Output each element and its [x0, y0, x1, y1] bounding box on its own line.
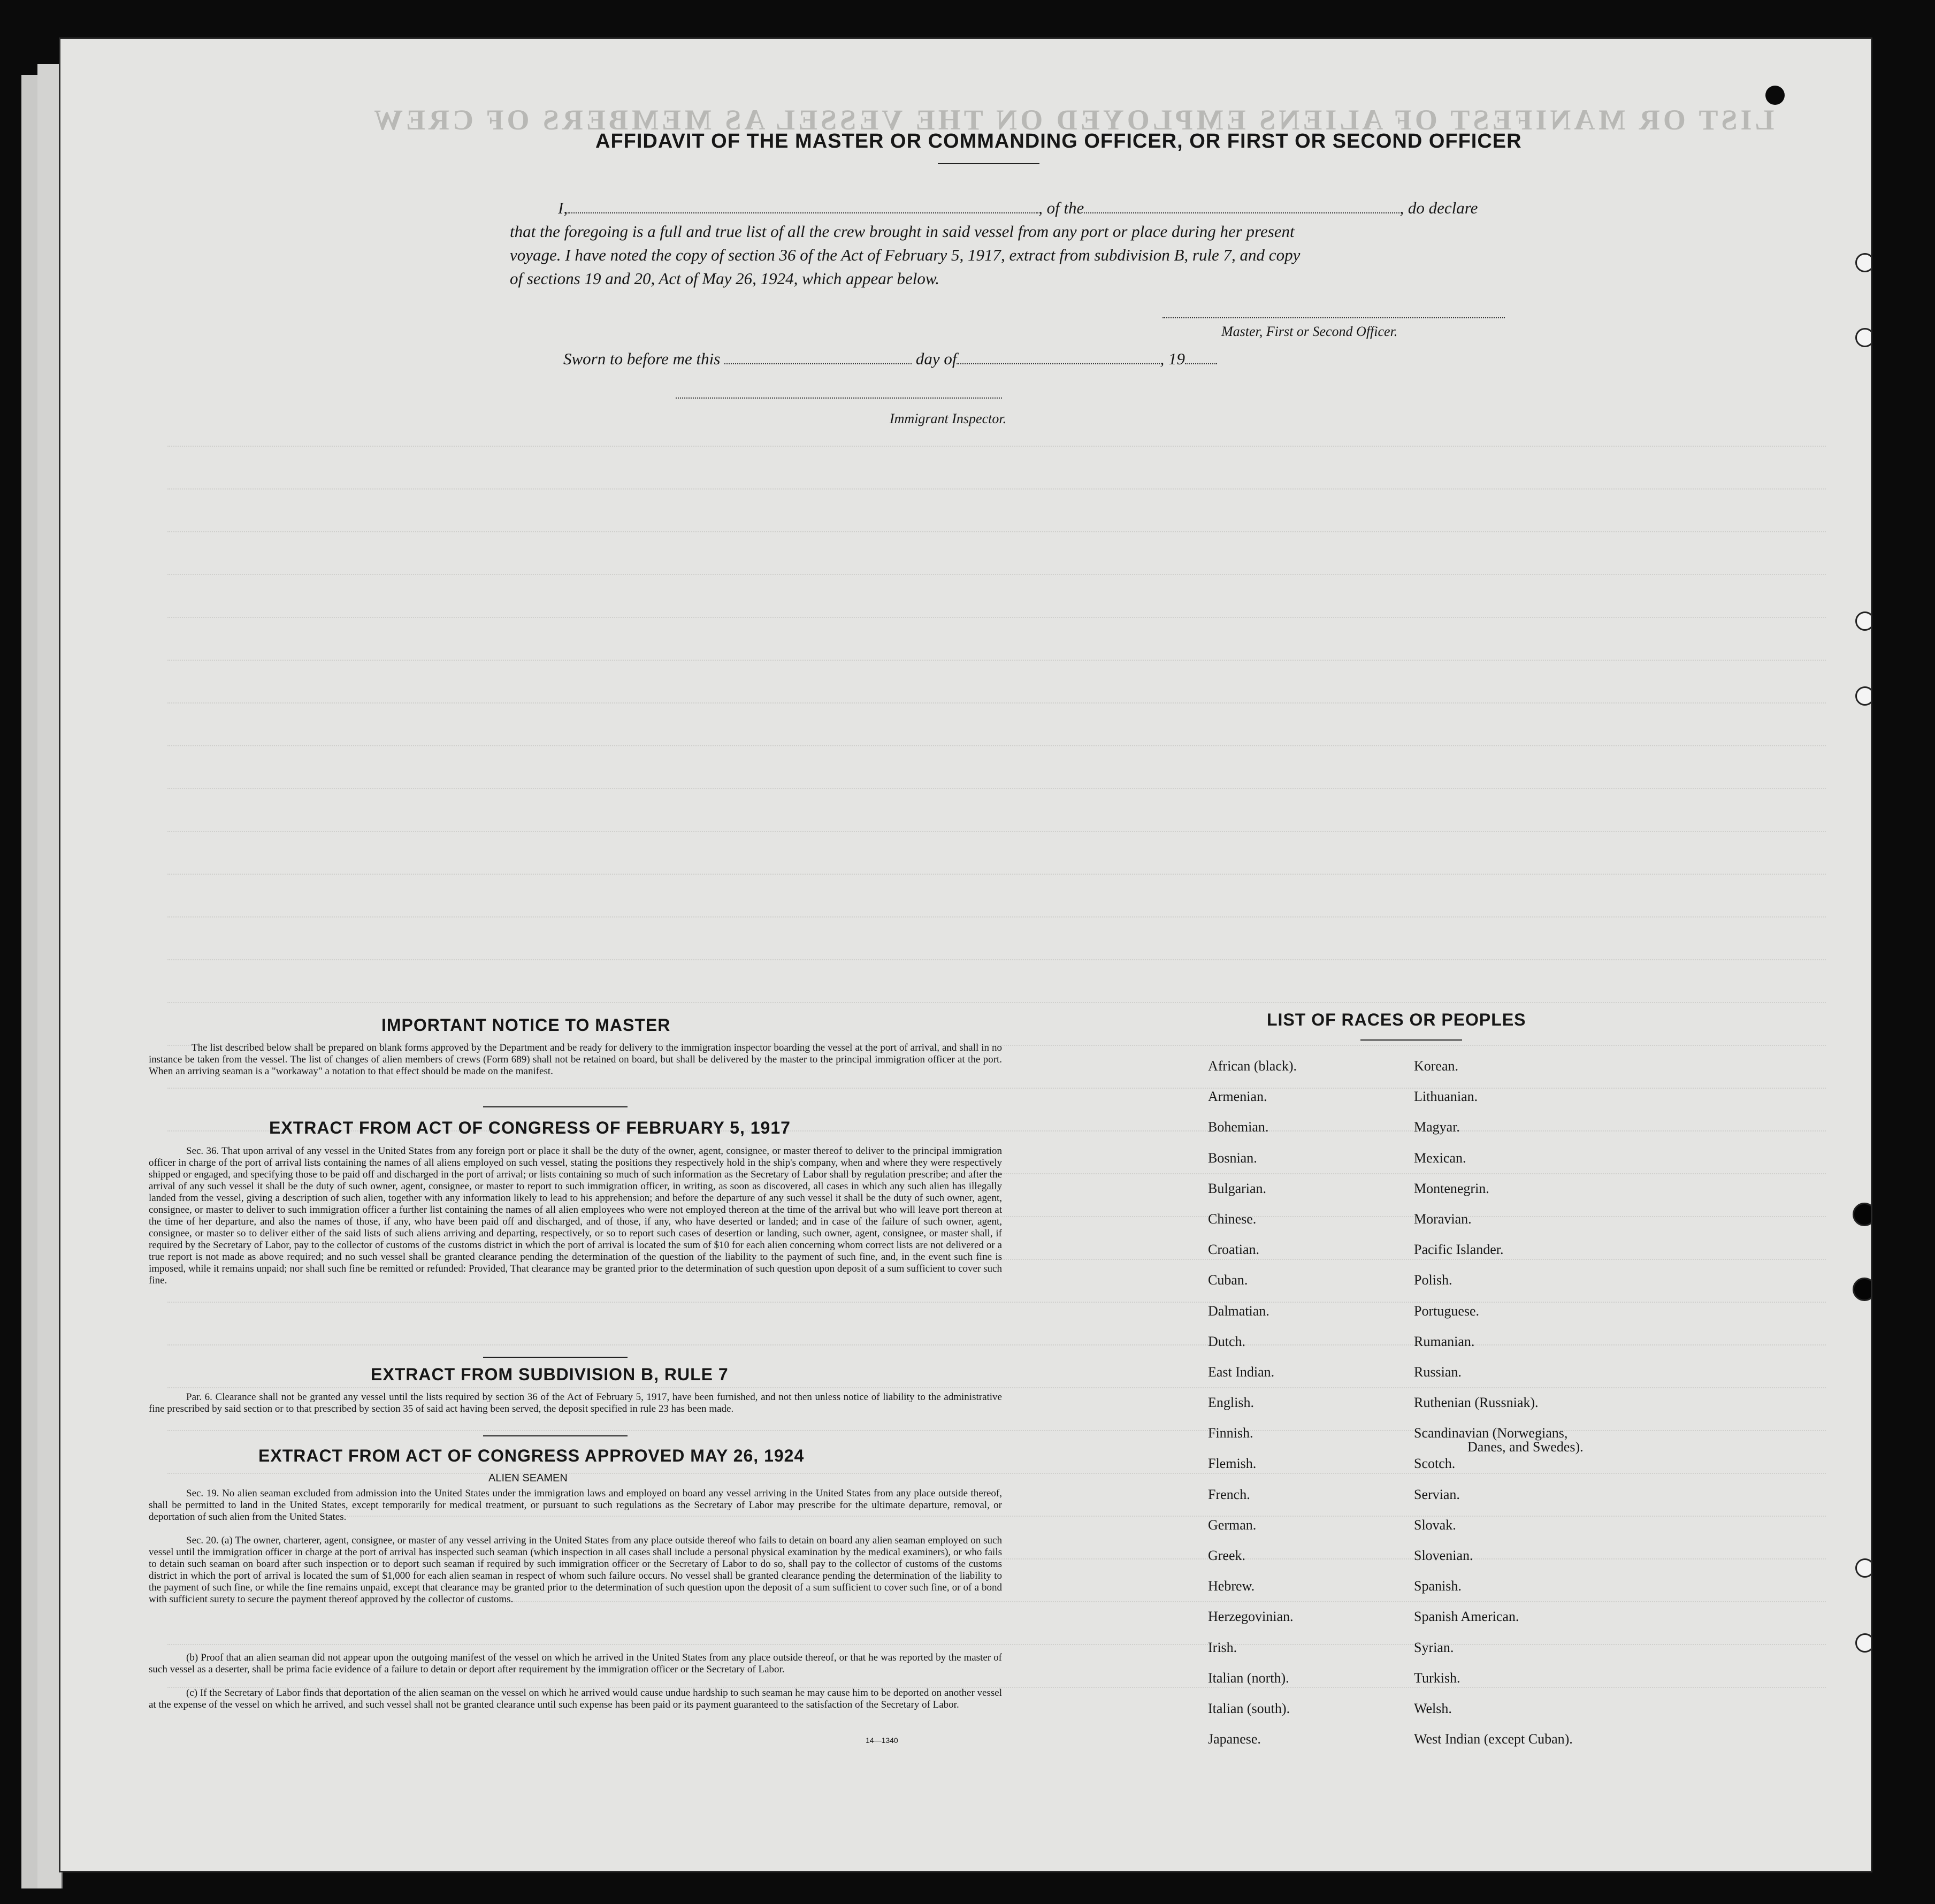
race-item: Armenian.	[1208, 1089, 1267, 1105]
extract-1924-title: EXTRACT FROM ACT OF CONGRESS APPROVED MAY 26, 1924	[258, 1446, 805, 1465]
bleed-through-row	[167, 595, 1826, 618]
race-item: Polish.	[1414, 1272, 1452, 1288]
punch-hole-icon	[1855, 1633, 1872, 1653]
race-item: Dutch.	[1208, 1333, 1246, 1349]
bleed-through-row	[167, 424, 1826, 447]
extract-rule7-title: EXTRACT FROM SUBDIVISION B, RULE 7	[371, 1365, 729, 1384]
race-item: Montenegrin.	[1414, 1180, 1489, 1196]
races-column-1	[1208, 1058, 1297, 1762]
race-item: Hebrew.	[1208, 1578, 1255, 1594]
race-item: Finnish.	[1208, 1425, 1253, 1441]
inspector-signature-field[interactable]	[676, 397, 1002, 399]
race-item: Pacific Islander.	[1414, 1242, 1504, 1258]
race-item: Italian (south).	[1208, 1700, 1290, 1716]
race-item: Syrian.	[1414, 1639, 1454, 1655]
section-divider	[483, 1106, 628, 1107]
sworn-line	[563, 349, 1217, 369]
race-item: Mexican.	[1414, 1150, 1466, 1166]
race-item: English.	[1208, 1395, 1254, 1411]
punch-hole-icon	[1855, 686, 1872, 706]
race-item: French.	[1208, 1486, 1250, 1502]
section-divider	[483, 1435, 628, 1436]
affidavit-title: AFFIDAVIT OF THE MASTER OR COMMANDING OFFICER, OR FIRST OR SECOND OFFICER	[595, 130, 1522, 152]
sworn-month-field[interactable]	[957, 363, 1160, 364]
race-item: West Indian (except Cuban).	[1414, 1731, 1573, 1747]
race-item: Herzegovinian.	[1208, 1609, 1294, 1625]
race-item: Spanish American.	[1414, 1609, 1519, 1625]
manifest-back-page	[59, 37, 1872, 1872]
form-number: 14—1340	[866, 1736, 898, 1745]
bleed-through-row	[167, 553, 1826, 575]
affidavit-text-line-4: of sections 19 and 20, Act of May 26, 1924, which appear below.	[510, 269, 940, 288]
bleed-through-row	[167, 981, 1826, 1003]
race-item-scandinavian: Scandinavian (Norwegians,	[1414, 1425, 1568, 1441]
races-title: LIST OF RACES OR PEOPLES	[1267, 1010, 1526, 1029]
bleed-through-row	[167, 1623, 1826, 1645]
extract-1917-title: EXTRACT FROM ACT OF CONGRESS OF FEBRUARY 5, 1917	[269, 1118, 791, 1137]
sworn-year-field[interactable]	[1185, 363, 1217, 364]
race-item: Chinese.	[1208, 1211, 1257, 1227]
punch-hole-icon	[1855, 611, 1872, 631]
race-item: African (black).	[1208, 1058, 1297, 1074]
race-item: Ruthenian (Russniak).	[1414, 1395, 1539, 1411]
underlying-page-edge	[37, 64, 62, 1888]
race-item: German.	[1208, 1517, 1257, 1533]
race-item: Croatian.	[1208, 1242, 1260, 1258]
declaration-i: I,	[558, 198, 568, 217]
extract-rule7-text: Par. 6. Clearance shall not be granted any vessel until the lists required by section 36 of the Act of February 5, 1917, have been furnished, and not then unless notice of liability to the administrative fine prescribed by said section or to that prescribed by section 35 of said act having been served, the deposit specified in rule 23 has been made.	[149, 1391, 1002, 1414]
race-item: Bohemian.	[1208, 1119, 1269, 1135]
races-title-underline	[1360, 1039, 1462, 1041]
bleed-through-row	[167, 852, 1826, 875]
race-item: Servian.	[1414, 1486, 1460, 1502]
extract-1924-subtitle: ALIEN SEAMEN	[488, 1472, 568, 1484]
section-divider	[483, 1357, 628, 1358]
race-item: Magyar.	[1414, 1119, 1460, 1135]
race-item: Bosnian.	[1208, 1150, 1257, 1166]
race-item: Russian.	[1414, 1364, 1462, 1380]
bleed-through-row	[167, 681, 1826, 704]
extract-1924-sec20a: Sec. 20. (a) The owner, charterer, agent, consignee, or master of any vessel arriving in the United States from any place outside thereof who fails to detain on board any alien seaman employed on such vessel until the immigration officer in charge at the port of arrival has inspected such seaman (which inspection in all cases shall include a personal physical examination by the medical examiners), or who fails to detain such seaman on board after such inspection or to deport such seaman if required by such immigration officer or the Secretary of Labor to do so, shall pay to the collector of customs of the customs district in which the port of arrival is located the sum of $1,000 for each alien seaman in respect of whom such failure occurs. No vessel shall be granted clearance pending the determination of the liability to the payment of such fine, or while the fine remains unpaid, except that clearance may be granted prior to the determination of such question upon the deposit of a sum sufficient to cover such fine, or of a bond with sufficient surety to secure the payment thereof approved by the collector of customs.	[149, 1535, 1002, 1605]
bleed-through-row	[167, 1323, 1826, 1345]
punch-hole-icon	[1853, 1203, 1872, 1226]
master-caption: Master, First or Second Officer.	[1221, 324, 1398, 339]
sworn-day-field[interactable]	[724, 363, 912, 364]
day-of-text: day of	[915, 349, 957, 368]
race-item: Rumanian.	[1414, 1333, 1475, 1349]
extract-1924-sec20b: (b) Proof that an alien seaman did not appear upon the outgoing manifest of the vessel on which he arrived in the United States from any place outside thereof, or that he was reported by the master of such vessel as a deserter, shall be prima facie evidence of a failure to detain or deport after requirement by the immigration officer or the Secretary of Labor.	[149, 1652, 1002, 1675]
sworn-text: Sworn to before me this	[563, 349, 721, 368]
declaration-of-the: , of the	[1038, 198, 1084, 217]
extract-1924-sec19: Sec. 19. No alien seaman excluded from admission into the United States under the immigration laws and employed on board any vessel arriving in the United States from any place outside thereof, shall be permitted to land in the United States, except temporarily for medical treatment, or pursuant to such regulations as the Secretary of Labor may prescribe for the ultimate departure, removal, or deportation of such alien from the United States.	[149, 1488, 1002, 1523]
bleed-through-row	[167, 467, 1826, 490]
inspector-caption: Immigrant Inspector.	[890, 411, 1007, 426]
race-item: Turkish.	[1414, 1670, 1460, 1686]
race-item: Italian (north).	[1208, 1670, 1289, 1686]
race-item: Irish.	[1208, 1639, 1237, 1655]
race-item: Slovenian.	[1414, 1548, 1473, 1563]
bleed-through-row	[167, 510, 1826, 532]
affidavit-text-line-3: voyage. I have noted the copy of section 36 of the Act of February 5, 1917, extract from subdivision B, rule 7, and copy	[510, 246, 1301, 264]
officer-name-field[interactable]	[568, 212, 1038, 213]
race-item: Japanese.	[1208, 1731, 1261, 1747]
race-item: Cuban.	[1208, 1272, 1248, 1288]
race-item: Dalmatian.	[1208, 1303, 1269, 1319]
race-item: Spanish.	[1414, 1578, 1462, 1594]
punch-hole-icon	[1855, 253, 1872, 272]
bleed-through-row	[167, 895, 1826, 917]
bleed-through-row	[167, 724, 1826, 746]
punch-hole-icon	[1855, 1558, 1872, 1578]
race-item: Flemish.	[1208, 1456, 1257, 1472]
notice-text: The list described below shall be prepared on blank forms approved by the Department and be ready for delivery to the immigration inspector boarding the vessel at the port of arrival, and shall in no instance be taken from the vessel. The list of changes of alien members of crews (Form 689) shall not be retained on board, but shall be delivered by the master to the principal immigration officer at the port. When an arriving seaman is a "workaway" a notation to that effect should be made on the manifest.	[149, 1042, 1002, 1077]
race-item: Moravian.	[1414, 1211, 1472, 1227]
race-item: Welsh.	[1414, 1700, 1452, 1716]
affidavit-text-line-2: that the foregoing is a full and true list of all the crew brought in said vessel from any port or place during her present	[510, 222, 1295, 241]
extract-1917-text: Sec. 36. That upon arrival of any vessel in the United States from any foreign port or place it shall be the duty of the owner, agent, consignee, or master thereof to deliver to the principal immigration officer in charge of the port of arrival lists containing the names of all aliens employed on such vessel, stating the positions they respectively hold in the ship's company, when and where they were respectively shipped or engaged, and specifying those to be paid off and discharged in the port of arrival; or lists containing so much of such information as the Secretary of Labor shall by regulation prescribe; and after the arrival of any such vessel it shall be the duty of such owner, agent, consignee, or master to report to such immigration officer, in writing, as soon as discovered, all cases in which any such alien has illegally landed from the vessel, giving a description of such alien, together with any information likely to lead to his apprehension; and before the departure of any such vessel it shall be the duty of such owner, agent, consignee, or master to deliver to such immigration officer a further list containing the names of all alien employees who were not employed thereon at the time of the arrival but who will leave port thereon at the time of her departure, and also the names of those, if any, who have been paid off and discharged, and of those, if any, who have deserted or landed; and in case of the failure of such owner, agent, consignee, or master so to deliver either of the said lists of such aliens arriving and departing, respectively, or so to report such cases of desertion or landing, such owner, agent, consignee, or master shall, if required by the Secretary of Labor, pay to the collector of customs of the customs district in which the port of arrival is located the sum of $10 for each alien concerning whom correct lists are not delivered or a true report is not made as above required; and no such vessel shall be granted clearance pending the determination of the question of the liability to the payment of such fine, and, in the event such fine is imposed, while it remains unpaid; nor shall such fine be remitted or refunded: Provided, That clearance may be granted prior to the determination of such question upon deposit of a sum sufficient to cover such fine.	[149, 1145, 1002, 1286]
bleed-through-header: LIST OR MANIFEST OF ALIENS EMPLOYED ON THE VESSEL AS MEMBERS OF CREW	[371, 104, 1775, 136]
master-signature-field[interactable]	[1162, 317, 1505, 318]
vessel-name-field[interactable]	[1084, 212, 1399, 213]
punch-hole-icon	[1855, 328, 1872, 347]
bleed-through-row	[167, 938, 1826, 960]
year-prefix: , 19	[1160, 349, 1185, 368]
punch-hole-icon	[1853, 1278, 1872, 1301]
bleed-through-row	[167, 638, 1826, 661]
race-item: Scotch.	[1414, 1456, 1456, 1472]
race-item: East Indian.	[1208, 1364, 1275, 1380]
race-item-continuation: Danes, and Swedes).	[1467, 1439, 1584, 1455]
race-item	[1414, 1425, 1584, 1456]
extract-1924-sec20c: (c) If the Secretary of Labor finds that deportation of the alien seaman on the vessel on which he arrived would cause undue hardship to such seaman he may cause him to be deported on another vessel at the expense of the vessel on which he arrived, and such vessel shall not be granted clearance until such expense has been paid or its payment guaranteed to the satisfaction of the Secretary of Labor.	[149, 1687, 1002, 1710]
races-column-2	[1414, 1058, 1584, 1762]
declaration-end: , do declare	[1399, 198, 1478, 217]
race-item: Greek.	[1208, 1548, 1246, 1563]
affidavit-declaration-line	[510, 198, 1564, 218]
title-underline	[938, 163, 1039, 164]
bleed-through-row	[167, 809, 1826, 832]
bleed-through-row	[167, 767, 1826, 789]
race-item: Lithuanian.	[1414, 1089, 1478, 1105]
race-item: Korean.	[1414, 1058, 1459, 1074]
notice-title: IMPORTANT NOTICE TO MASTER	[381, 1015, 671, 1035]
ink-blot	[1765, 86, 1785, 105]
race-item: Slovak.	[1414, 1517, 1456, 1533]
race-item: Bulgarian.	[1208, 1180, 1267, 1196]
race-item: Portuguese.	[1414, 1303, 1480, 1319]
